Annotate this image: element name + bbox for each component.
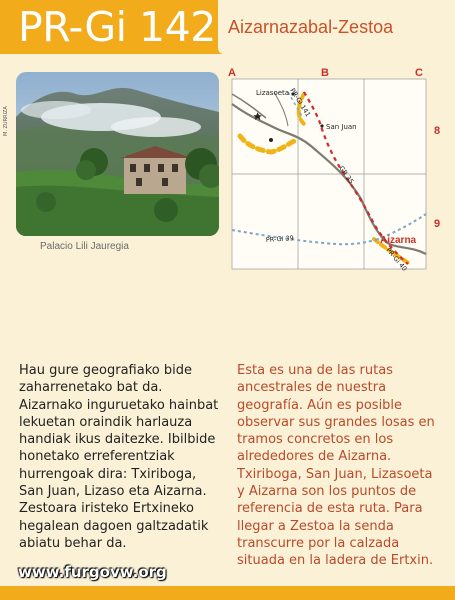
map-label-route-141: PR-Gi 141 xyxy=(288,86,313,119)
map-col-label: A xyxy=(228,67,236,79)
map-label-gr35: GR 35 xyxy=(337,164,356,186)
map-point xyxy=(320,124,323,127)
route-title: Aizarnazabal-Zestoa xyxy=(228,17,394,37)
map-label-san-juan: San Juan xyxy=(326,123,357,131)
map-label-lizasoeta: Lizasoeta xyxy=(256,89,290,97)
map-point xyxy=(269,138,273,142)
route-code: PR-Gi 142 xyxy=(18,3,216,51)
description-spanish: Esta es una de las rutas ancestrales de nuestra geografía. Aún es posible observar sus grandes losas en tramos concretos en los alrededores de Aizarna. Txiriboga, San Juan, Lizasoeta y Aizarna son los puntos de referencia de esta ruta. Para llegar a Zestoa la senda transcurre por la calzada situada en la ladera de Ertxin. xyxy=(237,363,435,569)
map-row-label: 8 xyxy=(434,125,441,137)
photo-credit: M. ZURRIZA xyxy=(3,106,9,136)
map-label-aizarna: Aizarna xyxy=(380,235,417,246)
photo xyxy=(16,72,219,236)
watermark: www.furgovw.org xyxy=(18,563,167,581)
description-basque: Hau gure geografiako bide zaharrenetako bat da. Aizarnako inguruetako hainbat lekuetan oraindik harlauza handiak ikus daitezke. Ibilbide honetako erreferentziak hurrengoak dira: Txiriboga, San Juan, Lizaso eta Aizarna. Zestoara iristeko Ertxineko hegalean dagoen galtzadatik abiatu behar da. xyxy=(19,363,219,551)
map-col-label: B xyxy=(321,67,329,79)
route-map xyxy=(226,64,450,276)
photo-caption: Palacio Lili Jauregia xyxy=(40,241,129,252)
map-label-route-40: PR-Gi 40 xyxy=(384,246,409,273)
map-col-label: C xyxy=(415,67,423,79)
map-label-route-39: PR-Gi 39 xyxy=(265,234,295,244)
bottom-band xyxy=(0,586,455,600)
map-row-label: 9 xyxy=(434,218,441,230)
photo-illustration xyxy=(16,72,219,236)
